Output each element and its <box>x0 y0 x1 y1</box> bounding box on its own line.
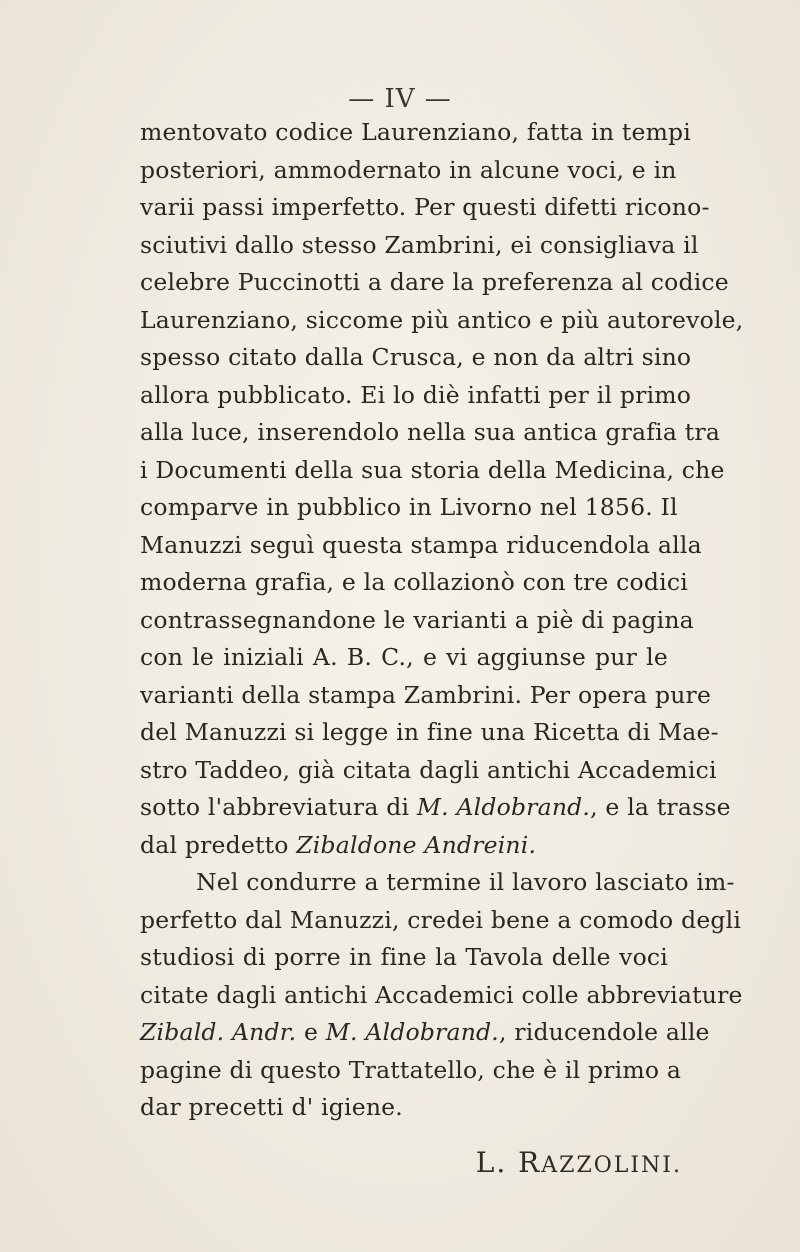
text-line: varii passi imperfetto. Per questi difetti ricono- <box>140 193 710 221</box>
body-text <box>140 114 744 1127</box>
text-line: contrassegnandone le varianti a piè di pagina <box>140 605 694 634</box>
signature <box>476 1146 682 1179</box>
text-line: Laurenziano, siccome più antico e più autorevole, <box>140 305 744 334</box>
text-line: mentovato codice Laurenziano, fatta in tempi <box>140 118 692 146</box>
signature-initial: L. R <box>475 1146 542 1179</box>
text-line: studiosi di porre in fine la Tavola delle voci <box>140 943 668 971</box>
italic-abbreviation: Zibald. Andr. <box>140 1018 297 1046</box>
text-line: allora pubblicato. Ei lo diè infatti per il primo <box>140 380 692 409</box>
italic-abbreviation: M. Aldobrand. <box>325 1018 499 1046</box>
page-header: — IV — <box>348 84 452 114</box>
text-line: varianti della stampa Zambrini. Per opera pure <box>140 680 712 709</box>
italic-abbreviation: M. Aldobrand. <box>416 793 591 821</box>
text-line: pagine di questo Trattatello, che è il primo a <box>140 1055 682 1084</box>
text-line: Nel condurre a termine il lavoro lasciato im- <box>196 868 735 896</box>
text-line <box>140 827 668 865</box>
italic-title: Zibaldone Andreini. <box>296 830 537 859</box>
text-segment: dal predetto <box>140 830 297 859</box>
signature-surname: AZZOLINI. <box>541 1153 682 1178</box>
text-segment: e <box>296 1018 326 1046</box>
text-segment: , riducendole alle <box>498 1018 710 1046</box>
text-line: moderna grafia, e la collazionò con tre codici <box>140 568 688 596</box>
text-line: sciutivi dallo stesso Zambrini, ei consigliava il <box>140 230 699 259</box>
text-line: perfetto dal Manuzzi, credei bene a comodo degli <box>140 905 742 934</box>
text-line: dar precetti d' igiene. <box>140 1093 403 1121</box>
text-line: del Manuzzi si legge in fine una Ricetta di Mae- <box>140 718 719 746</box>
text-line <box>140 789 731 827</box>
text-line <box>140 1014 710 1052</box>
text-line: i Documenti della sua storia della Medicina, che <box>140 455 725 484</box>
text-line: Manuzzi seguì questa stampa riducendola alla <box>140 530 702 559</box>
text-segment: sotto l'abbreviatura di <box>140 793 417 821</box>
text-line: stro Taddeo, già citata dagli antichi Accademici <box>140 755 717 784</box>
text-line: celebre Puccinotti a dare la preferenza al codice <box>140 268 729 296</box>
text-line: citate dagli antichi Accademici colle abbreviature <box>140 980 743 1009</box>
text-line: posteriori, ammodernato in alcune voci, e in <box>140 155 677 184</box>
text-line: comparve in pubblico in Livorno nel 1856. Il <box>140 493 678 521</box>
text-line: con le iniziali A. B. C., e vi aggiunse pur le <box>140 643 668 671</box>
text-line: spesso citato dalla Crusca, e non da altri sino <box>140 343 692 371</box>
text-line: alla luce, inserendolo nella sua antica grafia tra <box>140 418 721 446</box>
text-segment: , e la trasse <box>590 793 731 821</box>
